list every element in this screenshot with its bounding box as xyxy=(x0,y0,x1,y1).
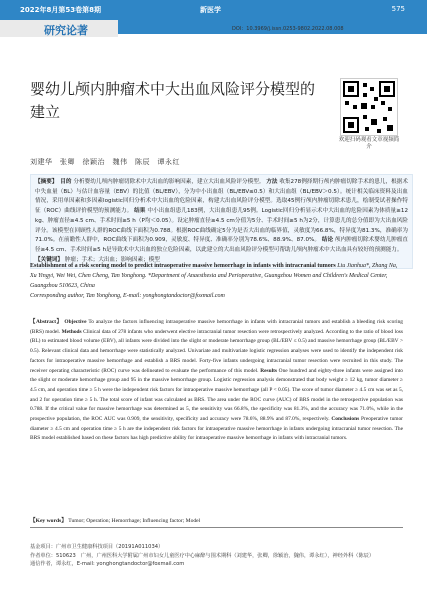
footnotes xyxy=(30,543,403,569)
footnote-funding: 基金项目：广州市卫生健康科技项目（20191A011034） xyxy=(30,544,164,550)
english-title-block xyxy=(30,261,403,301)
en-conclusion: Preoperative tumor diameter ≥ 4.5 cm and operation time ≥ 5 h are the independent risk factors for intraoperative massive hemorrhage in infants undergoing intracranial tumor resection. The BRS model established based on these factors has high predictive ability for intraoperative massive hemorrhage in infants with intracranial tumors. xyxy=(30,416,403,442)
authors: 刘建华 张卿 徐颖治 魏伟 陈辰 谭永红 xyxy=(30,158,180,166)
abstract-objective: 分析婴幼儿颅内肿瘤切除术中大出血的影响因素，建立大出血风险评分模型。 xyxy=(73,179,265,185)
abstract-methods-label: 方法 xyxy=(266,179,278,185)
en-methods-label: Methods xyxy=(61,328,82,335)
english-abstract xyxy=(30,318,403,444)
abstract-results-label: 结果 xyxy=(134,208,146,215)
abstract-results: 中小出血组患儿183例，大出血组患儿95例。Logistic回归分析显示术中大出血的危险因素为体质量≥12 kg、肿瘤直径≥4.5 cm、手术时间≥5 h（P均＜0.05）。设定肿瘤直径≥4.5 cm分值为5分、手术时间≥5 h为2分，计算患儿的总分值即为大出血风险评分。该模型在回顾性人群的ROC曲线下面积为0.788。根据ROC曲线确定5分为是否大出血的临界值，灵敏度为66.8%，特异度为81.3%，准确率为71.0%。在前瞻性人群中，ROC曲线下面积为0.909，灵敏度、特异度、准确率分别为78.6%、88.9%、87.0%。 xyxy=(35,208,409,244)
qr-code-icon xyxy=(341,79,397,135)
en-methods: Clinical data of 278 infants who underwent elective intracranial tumor resection were retrospectively analyzed. According to the ratio of blood loss (BL) to estimated blood volume (EBV), all infants were divided into the slight or moderate hemorrhage group (BL/EBV ≤ 0.5) and massive hemorrhage group (BL/EBV > 0.5). Relevant clinical data and hemorrhage were statistically analyzed. Univariate and multivariate logistic regression analyses were used to identify the independent risk factors for intraoperative massive hemorrhage and establish a BRS model. Forty-five infants undergoing intracranial tumor resection were recruited in this study. The receiver operating characteristic (ROC) curve was delineated to evaluate the performance of this model. xyxy=(30,328,403,374)
keywords: 肿瘤；手术；大出血；影响因素；模型 xyxy=(64,256,160,263)
section-label-box xyxy=(0,20,118,37)
en-keywords-label: 【Key words】 xyxy=(30,518,67,524)
en-results-label: Results xyxy=(260,367,277,374)
en-keywords: Tumor; Operation; Hemorrhage; Influencing factor; Model xyxy=(68,518,201,524)
journal-name: 新医学 xyxy=(200,6,221,14)
en-results: One hundred and eighty-three infants were assigned into the slight or moderate hemorrhage group and 95 in the massive hemorrhage group. Logistic regression analysis demonstrated that body weight ≥ 12 kg, tumor diameter ≥ 4.5 cm, and operation time ≥ 5 h were the independent risk factors for intraoperative massive hemorrhage (all P < 0.05). The score of tumor diameter ≥ 4.5 cm was set as 5, and 2 for operation time ≥ 5 h. The total score of infant was calculated as BRS. The area under the ROC curve (AUC) of BRS model in the retrospective population was 0.788. If the critical value for massive hemorrhage was determined as 5, the sensitivity was 66.8%, the specificity was 81.3%, and the accuracy was 71.0%, while in the prospective population, the ROC AUC was 0.909, the sensitivity, specificity and accuracy were 78.6%, 88.9% and 87.0%, respectively. xyxy=(30,367,403,423)
footnote-divider xyxy=(30,527,403,528)
article-title: 婴幼儿颅内肿瘤术中大出血风险评分模型的建立 xyxy=(30,80,316,121)
abstract-conclusion-label: 结论 xyxy=(321,237,334,244)
doi[interactable]: DOI：10.3969/j.issn.0253-9802.2022.08.008 xyxy=(232,26,344,32)
english-authors: Liu Jianhua*, Zhang Na, Xu Yingyi, Wei Wei, Chen Cheng, Tan Yonghong. xyxy=(30,263,398,279)
english-corresponding: Corresponding author, Tan Yonghong, E-mail: yonghongtandoctor@foxmail.com xyxy=(30,293,225,299)
section-label: 研究论著 xyxy=(44,24,88,37)
english-affiliation: *Department of Anaesthesia and Perioperative, Guangzhou Women and Children's Medical Center, Guangzhou 510623, China xyxy=(30,273,388,289)
qr-code[interactable] xyxy=(340,78,398,136)
english-keywords xyxy=(30,516,403,524)
qr-caption: 欢迎扫码观看文章视频简介 xyxy=(338,137,400,150)
abstract-methods: 收集278例择期行颅内肿瘤切除手术的患儿，根据术中失血量（BL）与估计血容量（EBV）的比值（BL/EBV），分为中小出血组（BL/EBV≤0.5）和大出血组（BL/EBV＞0.5）。统计相关临床资料及出血情况，采用单因素和多因素logistic回归分析术中大出血的危险因素，构建大出血风险评分模型。选取45例行颅内肿瘤切除术患儿，绘制受试者操作特征（ROC）曲线评价模型的预测能力。 xyxy=(35,179,409,215)
en-conclusion-label: Conclusions xyxy=(331,416,360,423)
abstract-conclusion: 颅内肿瘤切除术婴幼儿肿瘤直径≥4.5 cm、手术时间≥5 h是导致术中大出血的独立危险因素，以此建立的大出血风险评分模型可帮助儿颅内肿瘤术中大出血具有较好的预测能力。 xyxy=(35,237,408,253)
keywords-label: 【关键词】 xyxy=(35,256,63,263)
abstract-objective-label: 【摘要】 目的 xyxy=(35,179,72,185)
en-objective: To analyze the factors influencing intraoperative massive hemorrhage in infants with intracranial tumors and establish a bleeding risk scoring (BRS) model. xyxy=(30,319,403,335)
chinese-abstract xyxy=(30,174,413,269)
en-objective-label: 【Abstract】 Objective xyxy=(30,319,87,325)
page-number: 575 xyxy=(391,5,405,13)
footnote-affiliation: 作者单位：510623 广州，广州医科大学附属广州市妇女儿童医疗中心麻醉与围术期科（刘建华，张卿，徐颖治，魏伟，谭永红），神经外科（陈辰） xyxy=(30,552,375,559)
issue-info: 2022年8月第53卷第8期 xyxy=(20,6,101,14)
footnote-correspondence: 通信作者，谭永红，E-mail: yonghongtandoctor@foxmail.com xyxy=(30,561,185,567)
english-title: Establishment of a risk scoring model to predict intraoperative massive hemorrhage in infants with intracranial tumors xyxy=(30,263,336,269)
